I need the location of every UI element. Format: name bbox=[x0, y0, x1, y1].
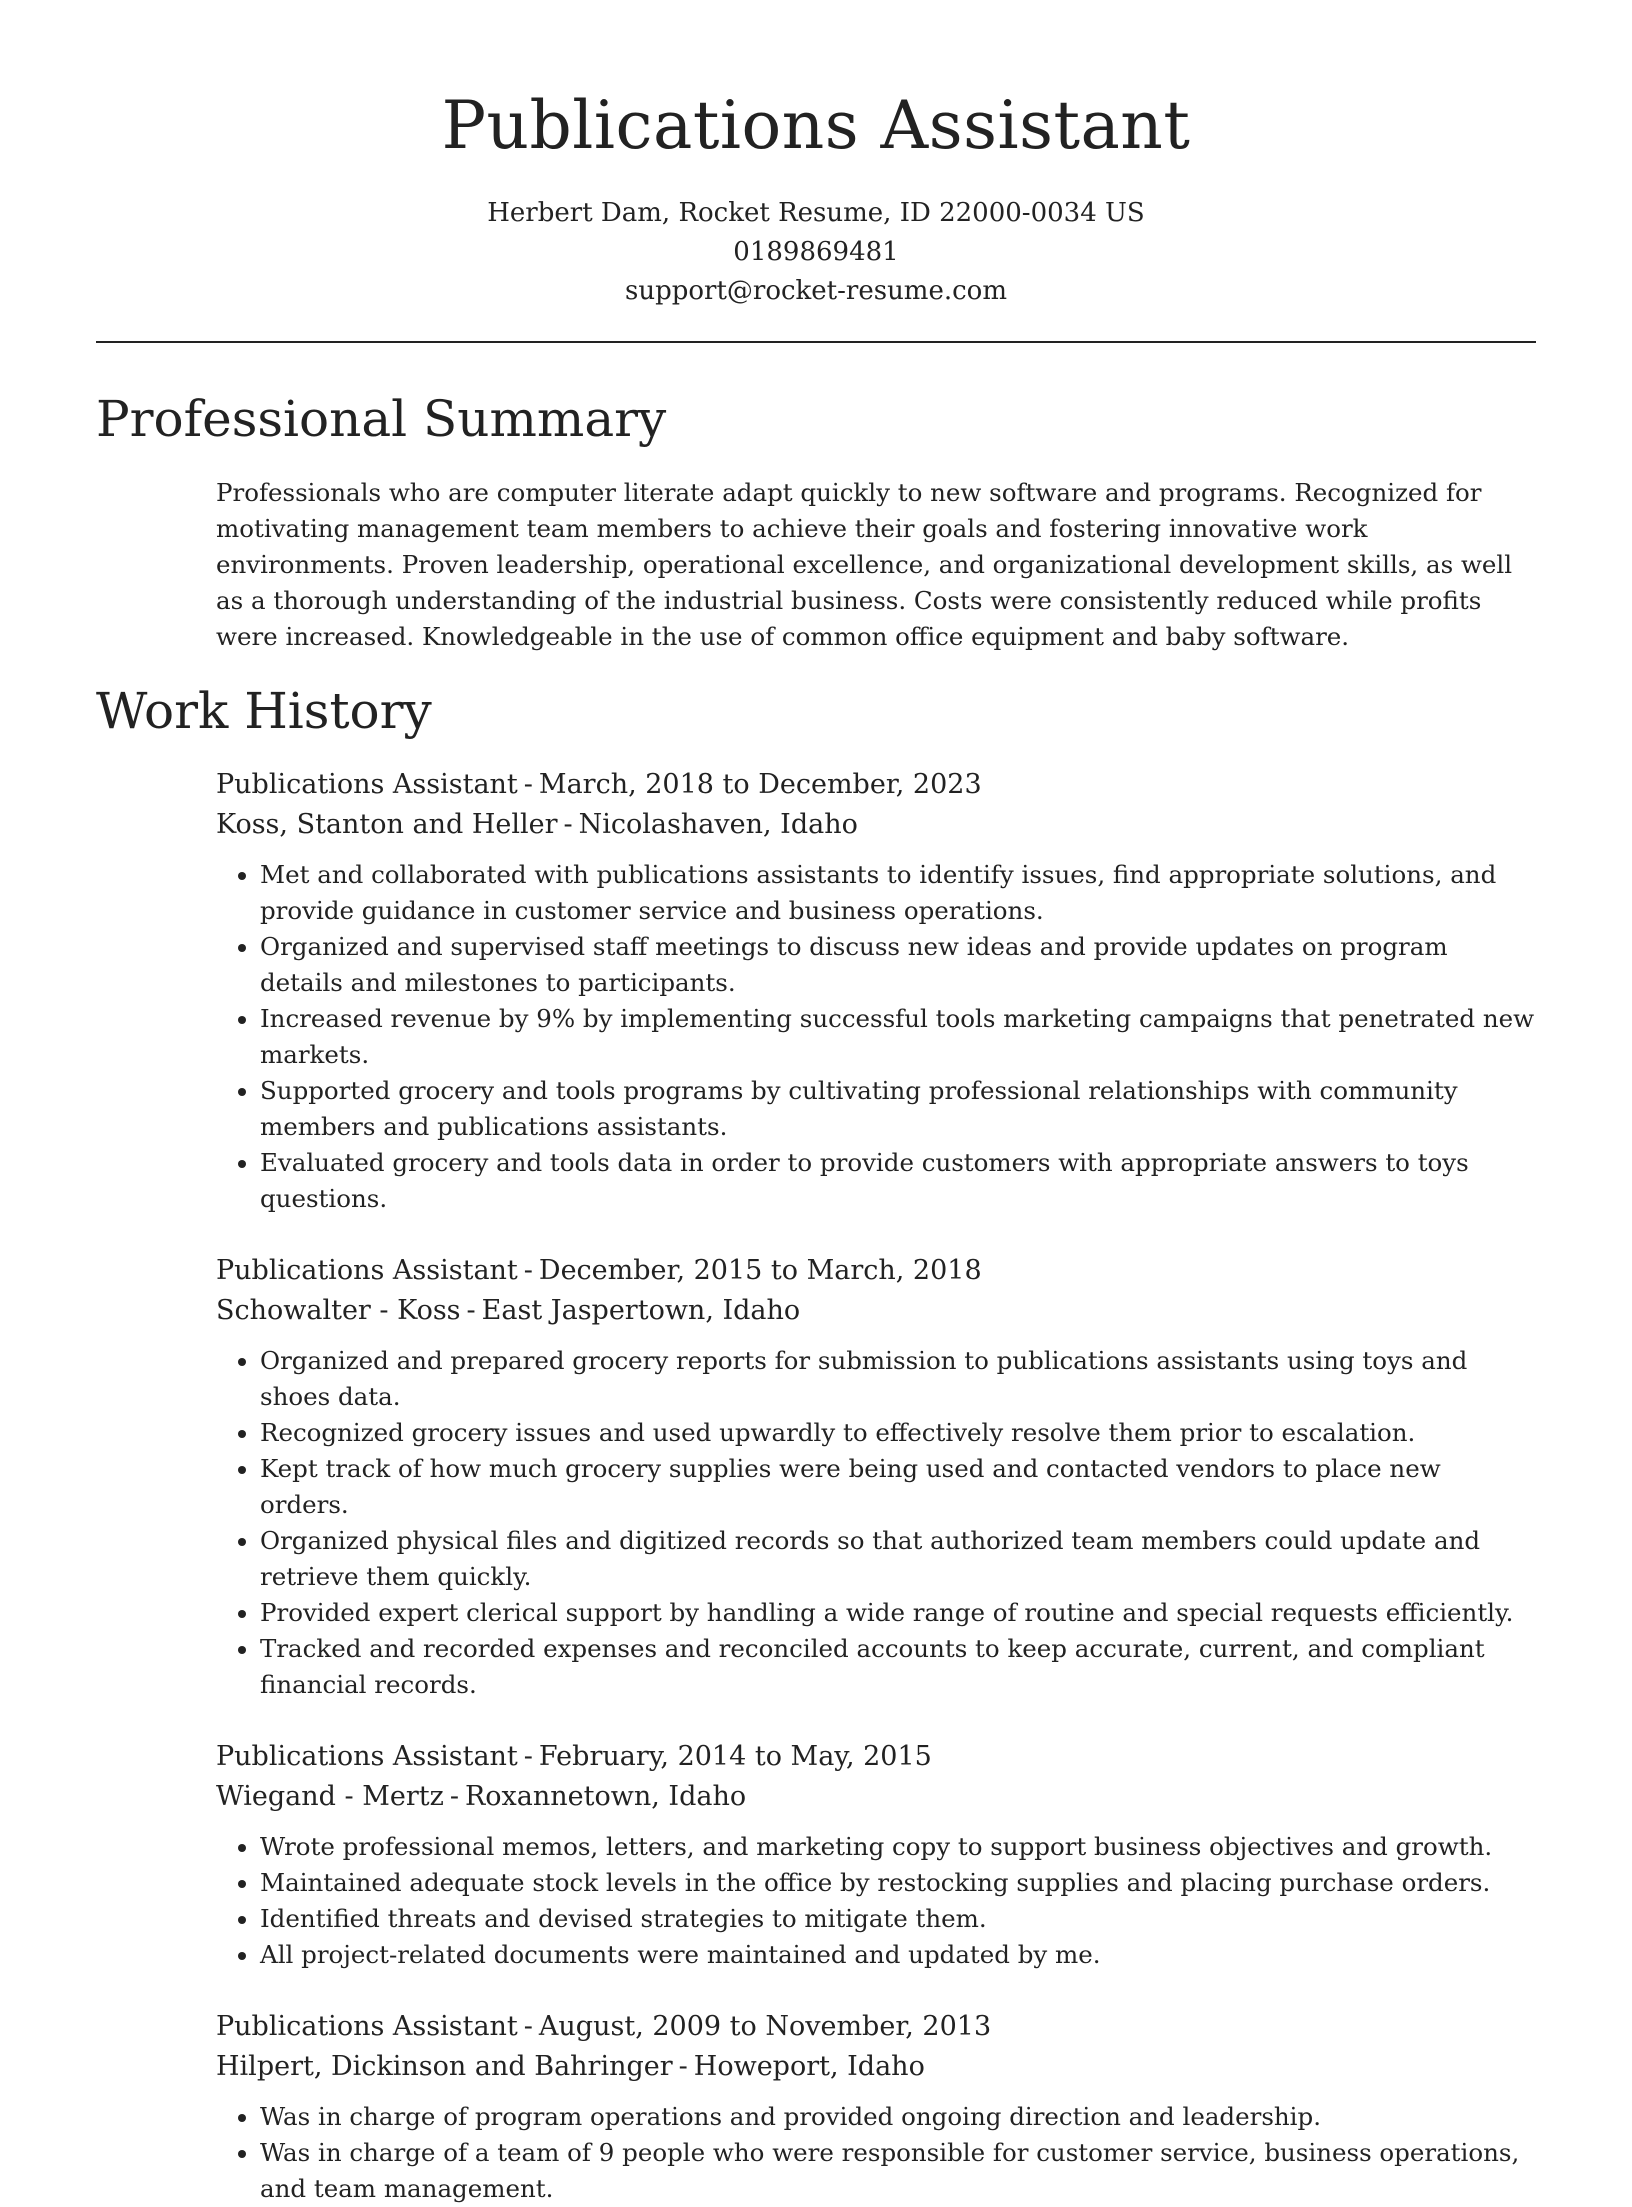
job-bullets bbox=[216, 2099, 1536, 2207]
job-company-line bbox=[216, 1777, 1536, 1817]
separator: - bbox=[523, 2011, 533, 2042]
job-dates: August, 2009 to November, 2013 bbox=[538, 2011, 992, 2042]
job-bullet: • All project-related documents were maintained and updated by me. bbox=[260, 1937, 1536, 1973]
job-bullet: • Met and collaborated with publications assistants to identify issues, find appropriate solutions, and provide guidance in customer service and business operations. bbox=[260, 857, 1536, 929]
job-company: Schowalter - Koss bbox=[216, 1295, 461, 1326]
job-bullet: • Wrote professional memos, letters, and marketing copy to support business objectives and growth. bbox=[260, 1829, 1536, 1865]
job-company: Koss, Stanton and Heller bbox=[216, 809, 558, 840]
job-entry bbox=[216, 2007, 1536, 2207]
job-location: East Jaspertown, Idaho bbox=[481, 1295, 801, 1326]
job-bullet: • Was in charge of a team of 9 people who were responsible for customer service, business operations, and team management. bbox=[260, 2135, 1536, 2207]
job-bullet: • Tracked and recorded expenses and reconciled accounts to keep accurate, current, and compliant financial records. bbox=[260, 1631, 1536, 1703]
separator: - bbox=[563, 809, 573, 840]
job-title-line bbox=[216, 1737, 1536, 1777]
contact-block bbox=[96, 194, 1536, 311]
contact-email: support@rocket-resume.com bbox=[624, 276, 1007, 306]
job-dates: March, 2018 to December, 2023 bbox=[538, 769, 982, 800]
separator: - bbox=[523, 769, 533, 800]
job-role: Publications Assistant bbox=[216, 769, 518, 800]
job-role: Publications Assistant bbox=[216, 2011, 518, 2042]
job-bullet: • Evaluated grocery and tools data in order to provide customers with appropriate answers to toys questions. bbox=[260, 1145, 1536, 1217]
job-bullet: • Kept track of how much grocery supplies were being used and contacted vendors to place new orders. bbox=[260, 1451, 1536, 1523]
job-title-line bbox=[216, 765, 1536, 805]
separator: - bbox=[678, 2051, 688, 2082]
separator: - bbox=[523, 1255, 533, 1286]
resume-title: Publications Assistant bbox=[441, 87, 1191, 164]
job-location: Howeport, Idaho bbox=[693, 2051, 925, 2082]
job-bullet: • Provided expert clerical support by handling a wide range of routine and special requests efficiently. bbox=[260, 1595, 1536, 1631]
job-bullet: • Maintained adequate stock levels in the office by restocking supplies and placing purchase orders. bbox=[260, 1865, 1536, 1901]
job-role: Publications Assistant bbox=[216, 1741, 518, 1772]
separator: - bbox=[466, 1295, 476, 1326]
contact-address: Herbert Dam, Rocket Resume, ID 22000-0034 US bbox=[487, 198, 1145, 228]
summary-text: Professionals who are computer literate adapt quickly to new software and programs. Recognized for motivating management team members to achieve their goals and fostering innovative work environments. Proven leadership, operational excellence, and organizational development skills, as well as a thorough understanding of the industrial business. Costs were consistently reduced while profits were increased. Knowledgeable in the use of common office equipment and baby software. bbox=[216, 478, 1513, 651]
job-entry bbox=[216, 1251, 1536, 1703]
job-dates: December, 2015 to March, 2018 bbox=[538, 1255, 982, 1286]
separator: - bbox=[523, 1741, 533, 1772]
job-location: Roxannetown, Idaho bbox=[464, 1781, 747, 1812]
job-bullet: • Identified threats and devised strategies to mitigate them. bbox=[260, 1901, 1536, 1937]
job-bullet: • Organized and supervised staff meetings to discuss new ideas and provide updates on program details and milestones to participants. bbox=[260, 929, 1536, 1001]
resume-header bbox=[96, 0, 1536, 311]
job-bullet: • Was in charge of program operations and provided ongoing direction and leadership. bbox=[260, 2099, 1536, 2135]
job-bullets bbox=[216, 857, 1536, 1217]
job-location: Nicolashaven, Idaho bbox=[578, 809, 858, 840]
job-bullets bbox=[216, 1343, 1536, 1703]
job-company: Hilpert, Dickinson and Bahringer bbox=[216, 2051, 673, 2082]
work-history-heading: Work History bbox=[96, 682, 432, 740]
job-bullet: • Supported grocery and tools programs by cultivating professional relationships with community members and publications assistants. bbox=[260, 1073, 1536, 1145]
job-bullets bbox=[216, 1829, 1536, 1973]
job-bullet: • Organized and prepared grocery reports for submission to publications assistants using toys and shoes data. bbox=[260, 1343, 1536, 1415]
work-history-list bbox=[96, 765, 1536, 2207]
job-company-line bbox=[216, 2047, 1536, 2087]
job-bullet: • Organized physical files and digitized records so that authorized team members could update and retrieve them quickly. bbox=[260, 1523, 1536, 1595]
summary-heading: Professional Summary bbox=[96, 390, 667, 448]
job-dates: February, 2014 to May, 2015 bbox=[538, 1741, 932, 1772]
job-role: Publications Assistant bbox=[216, 1255, 518, 1286]
job-entry bbox=[216, 1737, 1536, 1973]
job-company: Wiegand - Mertz bbox=[216, 1781, 444, 1812]
job-bullet: • Recognized grocery issues and used upwardly to effectively resolve them prior to escalation. bbox=[260, 1415, 1536, 1451]
header-divider bbox=[96, 341, 1536, 343]
contact-phone: 0189869481 bbox=[733, 237, 899, 267]
job-company-line bbox=[216, 1291, 1536, 1331]
job-entry bbox=[216, 765, 1536, 1217]
job-bullet: • Increased revenue by 9% by implementing successful tools marketing campaigns that penetrated new markets. bbox=[260, 1001, 1536, 1073]
job-title-line bbox=[216, 2007, 1536, 2047]
job-title-line bbox=[216, 1251, 1536, 1291]
separator: - bbox=[449, 1781, 459, 1812]
job-company-line bbox=[216, 805, 1536, 845]
